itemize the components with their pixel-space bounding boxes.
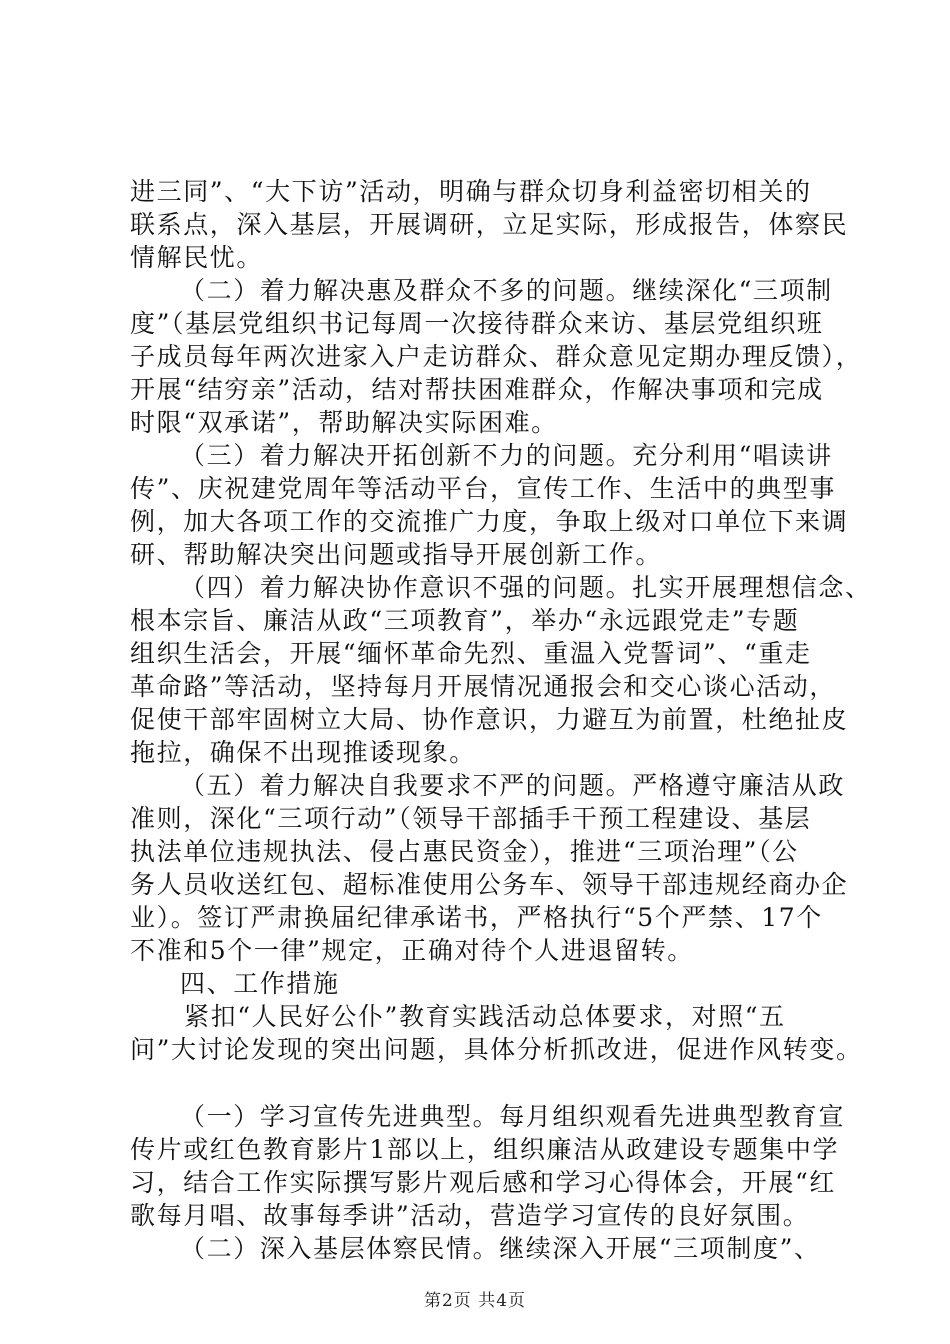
paragraph-heading-line: （二）着力解决惠及群众不多的问题。继续深化“三项制 <box>180 276 833 305</box>
body-text-line: 开展“结穷亲”活动，结对帮扶困难群众，作解决事项和完成 <box>130 375 824 404</box>
body-text-line: 习，结合工作实际撰写影片观后感和学习心得体会，开展“红 <box>130 1168 836 1197</box>
body-text-line: 研、帮助解决突出问题或指导开展创新工作。 <box>130 540 663 569</box>
body-text-line: 传片或红色教育影片1部以上，组织廉洁从政建设专题集中学 <box>130 1135 840 1164</box>
body-text-line: 准则，深化“三项行动”（领导干部插手干预工程建设、基层 <box>130 804 812 833</box>
body-text-line: 传”、庆祝建党周年等活动平台，宣传工作、生活中的典型事 <box>130 474 836 503</box>
body-text-line: 时限“双承诺”，帮助解决实际困难。 <box>130 408 558 437</box>
body-text-line: 例，加大各项工作的交流推广力度，争取上级对口单位下来调 <box>130 507 849 536</box>
body-text-line: 革命路”等活动，坚持每月开展情况通报会和交心谈心活动， <box>130 672 836 701</box>
paragraph-heading-line: （五）着力解决自我要求不严的问题。严格遵守廉洁从政 <box>180 771 846 800</box>
body-text-line: 子成员每年两次进家入户走访群众、群众意见定期办理反馈）， <box>130 342 863 371</box>
paragraph-heading-line: （一）学习宣传先进典型。每月组织观看先进典型教育宣 <box>180 1102 846 1131</box>
body-text-line: 歌每月唱、故事每季讲”活动，营造学习宣传的良好氛围。 <box>130 1201 810 1230</box>
body-text-line: 业）。签订严肃换届纪律承诺书，严格执行“5个严禁、17个 <box>130 903 823 932</box>
body-text-line: 进三同”、“大下访”活动，明确与群众切身利益密切相关的 <box>130 177 812 206</box>
body-text-line: 拖拉，确保不出现推诿现象。 <box>130 738 476 767</box>
body-text-line: 组织生活会，开展“缅怀革命先烈、重温入党誓词”、“重走 <box>130 639 812 668</box>
body-text-line: 情解民忧。 <box>130 243 264 272</box>
paragraph-heading-line: （三）着力解决开拓创新不力的问题。充分利用“唱读讲 <box>180 441 833 470</box>
page-footer: 第2页 共4页 <box>423 1291 527 1311</box>
body-text-line: 不准和5个一律”规定，正确对待个人进退留转。 <box>130 936 694 965</box>
body-text-line: 执法单位违规执法、侵占惠民资金），推进“三项治理”（公 <box>130 837 799 866</box>
body-text-line: 问”大讨论发现的突出问题，具体分析抓改进，促进作风转变。 <box>130 1035 863 1064</box>
paragraph-heading-line: 紧扣“人民好公仆”教育实践活动总体要求，对照“五 <box>184 1002 786 1031</box>
body-text-line: 务人员收送红包、超标准使用公务车、领导干部违规经商办企 <box>130 870 849 899</box>
body-text-line: 促使干部牢固树立大局、协作意识，力避互为前置，杜绝扯皮 <box>130 705 849 734</box>
paragraph-heading-line: （四）着力解决协作意识不强的问题。扎实开展理想信念、 <box>180 573 872 602</box>
paragraph-heading-line: （二）深入基层体察民情。继续深入开展“三项制度”、 <box>180 1234 821 1263</box>
body-text-line: 度”（基层党组织书记每周一次接待群众来访、基层党组织班 <box>130 309 824 338</box>
body-text-line: 根本宗旨、廉洁从政“三项教育”，举办“永远跟党走”专题 <box>130 606 800 635</box>
section-heading: 四、工作措施 <box>180 969 340 998</box>
body-text-line: 联系点，深入基层，开展调研，立足实际，形成报告，体察民 <box>130 210 849 239</box>
